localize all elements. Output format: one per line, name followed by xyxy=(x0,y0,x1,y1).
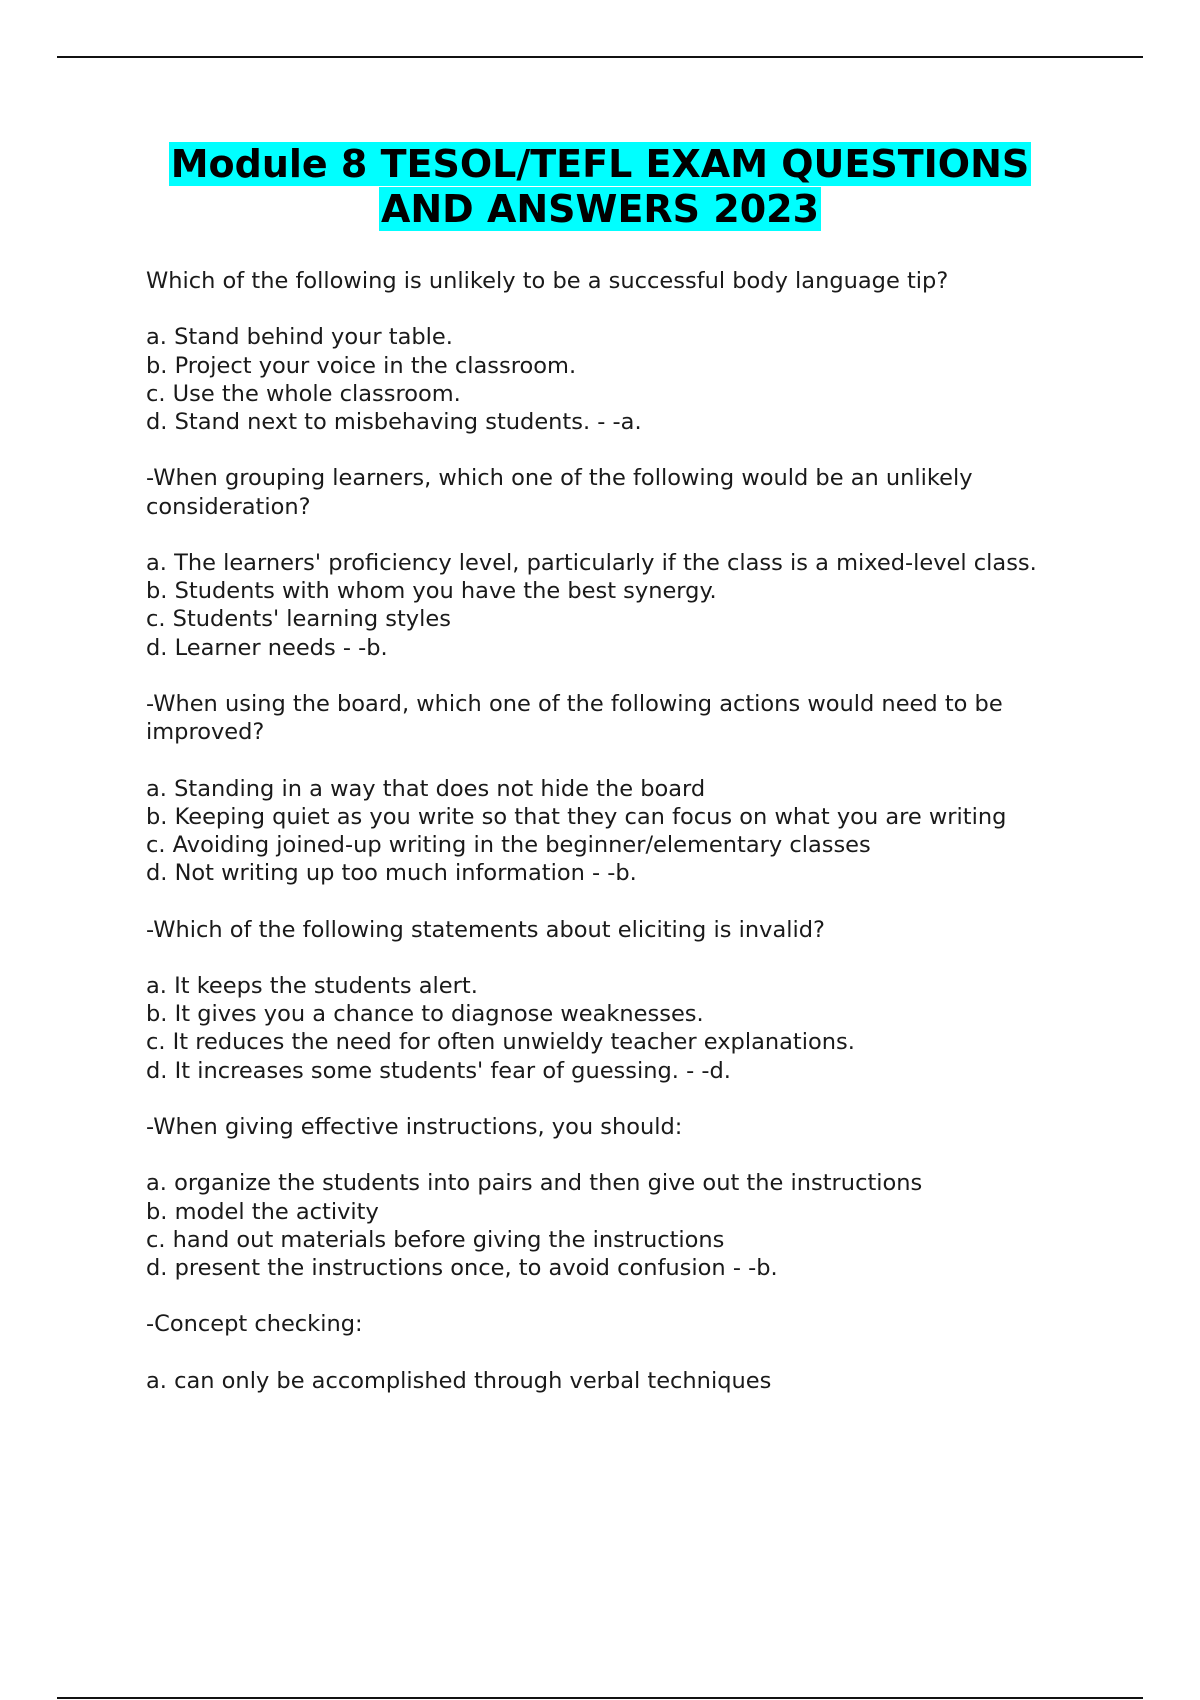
answer-option: a. Stand behind your table. xyxy=(146,324,453,351)
question-1-prompt-block xyxy=(146,267,1086,295)
answer-option: a. Standing in a way that does not hide the board xyxy=(146,775,706,802)
answer-option: d. Stand next to misbehaving students. - -a. xyxy=(146,409,642,435)
question-prompt: -When grouping learners, which one of the following would be an unlikely consideration? xyxy=(146,465,973,520)
question-2-prompt-block xyxy=(146,464,1086,520)
answer-option: c. It reduces the need for often unwieldy teacher explanations. xyxy=(146,1029,855,1056)
question-prompt: -When giving effective instructions, you should: xyxy=(146,1113,683,1140)
question-5-options xyxy=(146,1169,1086,1282)
question-prompt: -When using the board, which one of the following actions would need to be improved? xyxy=(146,690,1003,746)
answer-option: d. It increases some students' fear of guessing. - -d. xyxy=(146,1057,731,1084)
answer-option: b. Project your voice in the classroom. xyxy=(146,352,577,379)
answer-option: d. present the instructions once, to avoid confusion - -b. xyxy=(146,1254,778,1281)
question-list xyxy=(146,267,1086,1423)
answer-option: d. Learner needs - -b. xyxy=(146,634,388,661)
title-line-1: Module 8 TESOL/TEFL EXAM QUESTIONS xyxy=(170,142,1030,186)
question-3-options xyxy=(146,775,1086,888)
question-prompt: -Which of the following statements about eliciting is invalid? xyxy=(146,916,825,943)
question-prompt: -Concept checking: xyxy=(146,1311,363,1338)
bottom-rule xyxy=(57,1697,1143,1699)
question-3-prompt-block xyxy=(146,690,1086,746)
answer-option: b. model the activity xyxy=(146,1198,379,1225)
question-4-prompt-block xyxy=(146,916,1086,944)
question-2-options xyxy=(146,549,1086,662)
answer-option: a. The learners' proficiency level, particularly if the class is a mixed-level class. xyxy=(146,549,1037,576)
title-line-2: AND ANSWERS 2023 xyxy=(380,187,820,231)
question-4-options xyxy=(146,972,1086,1085)
answer-option: a. can only be accomplished through verbal techniques xyxy=(146,1367,772,1394)
answer-option: d. Not writing up too much information - -b. xyxy=(146,860,637,887)
question-prompt: Which of the following is unlikely to be a successful body language tip? xyxy=(146,268,949,294)
page-title xyxy=(0,142,1200,232)
question-6-prompt-block xyxy=(146,1310,1086,1338)
top-rule xyxy=(57,56,1143,58)
answer-option: b. It gives you a chance to diagnose weaknesses. xyxy=(146,1001,704,1028)
answer-option: a. It keeps the students alert. xyxy=(146,972,478,999)
question-1-options xyxy=(146,323,1086,436)
answer-option: b. Keeping quiet as you write so that they can focus on what you are writing xyxy=(146,803,1007,830)
answer-option: c. Students' learning styles xyxy=(146,606,451,633)
answer-option: a. organize the students into pairs and then give out the instructions xyxy=(146,1170,923,1197)
question-5-prompt-block xyxy=(146,1113,1086,1141)
question-6-options xyxy=(146,1367,1086,1395)
answer-option: c. Avoiding joined-up writing in the beginner/elementary classes xyxy=(146,831,871,858)
answer-option: c. hand out materials before giving the instructions xyxy=(146,1226,725,1253)
answer-option: b. Students with whom you have the best synergy. xyxy=(146,578,717,605)
answer-option: c. Use the whole classroom. xyxy=(146,380,461,407)
